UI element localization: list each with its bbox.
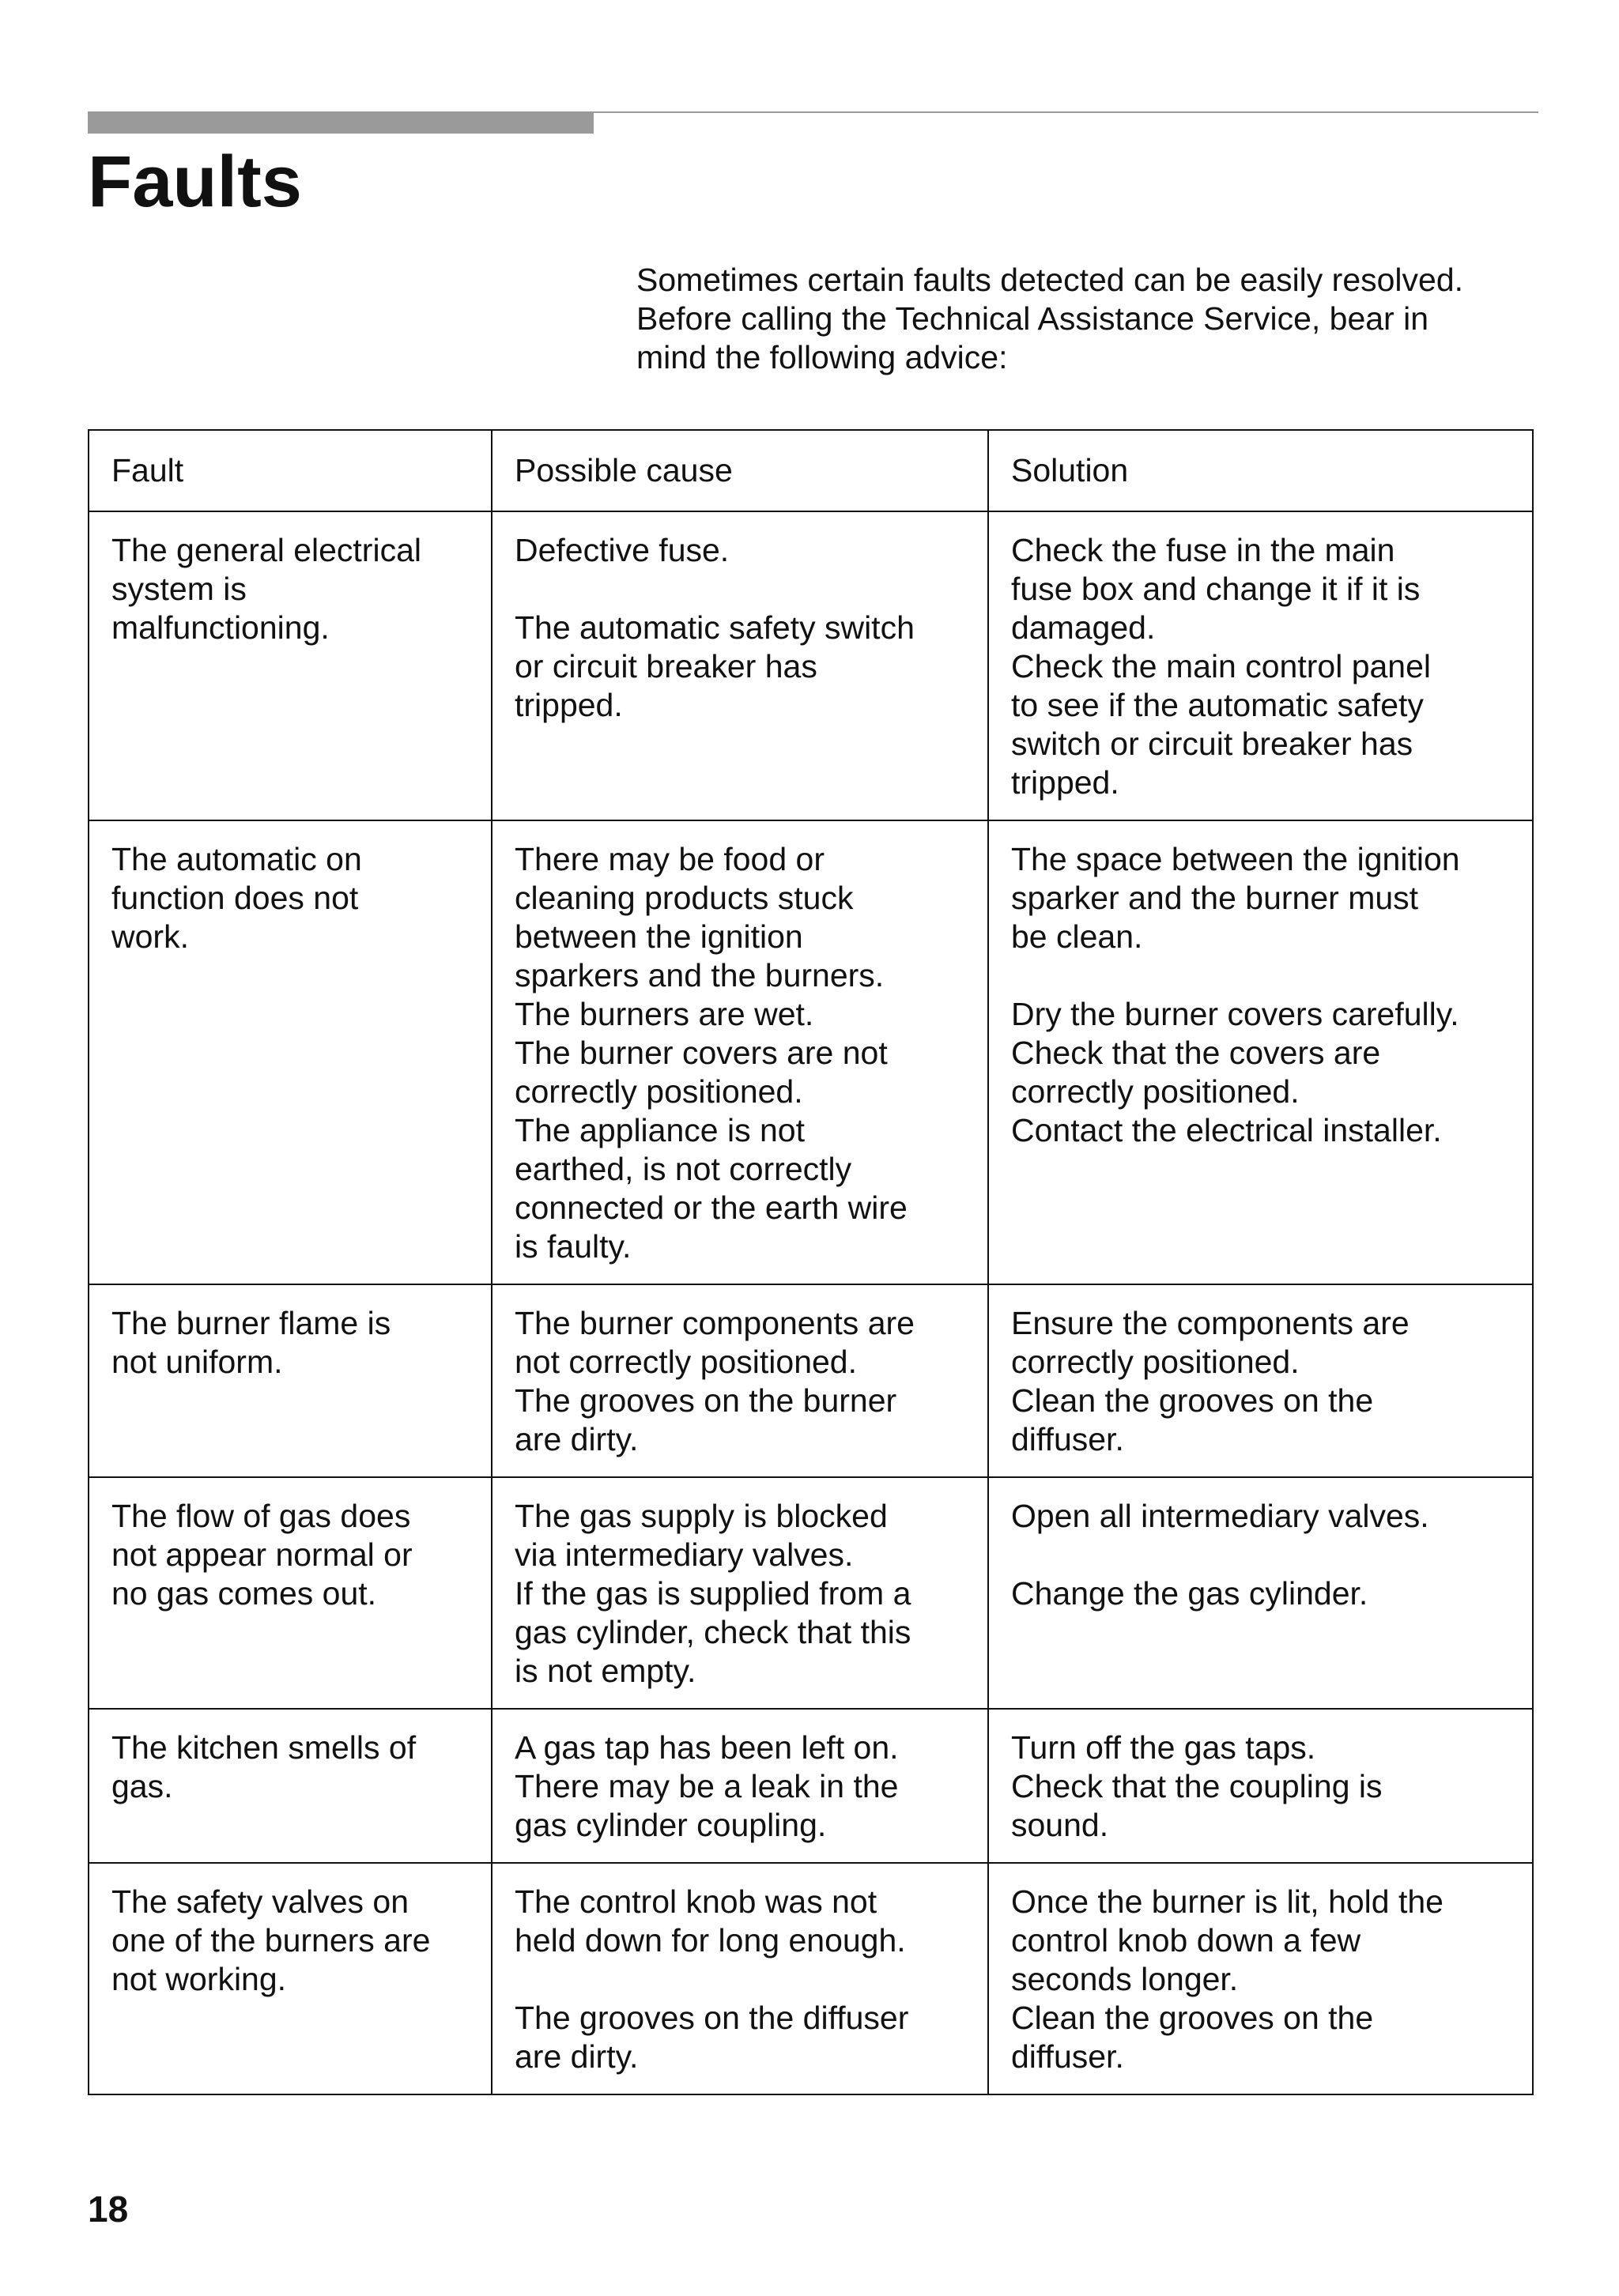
cause-cell: A gas tap has been left on. There may be a leak in the gas cylinder coupling. [492, 1709, 988, 1863]
header-possible-cause: Possible cause [492, 430, 988, 511]
faults-table [88, 429, 1534, 2095]
intro-paragraph: Sometimes certain faults detected can be easily resolved. Before calling the Technical Assistance Service, bear in mind the following advice: [636, 262, 1464, 375]
cause-cell: Defective fuse. The automatic safety switch or circuit breaker has tripped. [492, 511, 988, 820]
solution-cell: Ensure the components are correctly positioned. Clean the grooves on the diffuser. [988, 1284, 1533, 1477]
solution-cell: The space between the ignition sparker and the burner must be clean. Dry the burner covers carefully. Check that the covers are correctly positioned. Contact the electrical installer. [988, 820, 1533, 1284]
fault-cell: The flow of gas does not appear normal or no gas comes out. [89, 1477, 492, 1709]
header-solution: Solution [988, 430, 1533, 511]
header-fault: Fault [89, 430, 492, 511]
page-title: Faults [88, 141, 302, 222]
table-row [89, 1863, 1533, 2094]
solution-cell: Open all intermediary valves. Change the gas cylinder. [988, 1477, 1533, 1709]
cause-cell: The gas supply is blocked via intermediary valves. If the gas is supplied from a gas cylinder, check that this is not empty. [492, 1477, 988, 1709]
fault-cell: The burner flame is not uniform. [89, 1284, 492, 1477]
solution-cell: Turn off the gas taps. Check that the coupling is sound. [988, 1709, 1533, 1863]
fault-cell: The safety valves on one of the burners are not working. [89, 1863, 492, 2094]
solution-cell: Once the burner is lit, hold the control knob down a few seconds longer. Clean the grooves on the diffuser. [988, 1863, 1533, 2094]
cause-cell: There may be food or cleaning products stuck between the ignition sparkers and the burners. The burners are wet. The burner covers are not correctly positioned. The appliance is not earthed, is not correctly connected or the earth wire is faulty. [492, 820, 988, 1284]
table-row [89, 1477, 1533, 1709]
cause-cell: The control knob was not held down for long enough. The grooves on the diffuser are dirty. [492, 1863, 988, 2094]
cause-cell: The burner components are not correctly positioned. The grooves on the burner are dirty. [492, 1284, 988, 1477]
table-header-row [89, 430, 1533, 511]
table-row [89, 820, 1533, 1284]
page-number: 18 [88, 2189, 129, 2230]
solution-cell: Check the fuse in the main fuse box and change it if it is damaged. Check the main control panel to see if the automatic safety switch or circuit breaker has tripped. [988, 511, 1533, 820]
fault-cell: The kitchen smells of gas. [89, 1709, 492, 1863]
table-row [89, 511, 1533, 820]
table-row [89, 1284, 1533, 1477]
table-row [89, 1709, 1533, 1863]
fault-cell: The general electrical system is malfunctioning. [89, 511, 492, 820]
header-rule-thin [594, 111, 1538, 113]
fault-cell: The automatic on function does not work. [89, 820, 492, 1284]
header-rule-thick [88, 111, 594, 134]
